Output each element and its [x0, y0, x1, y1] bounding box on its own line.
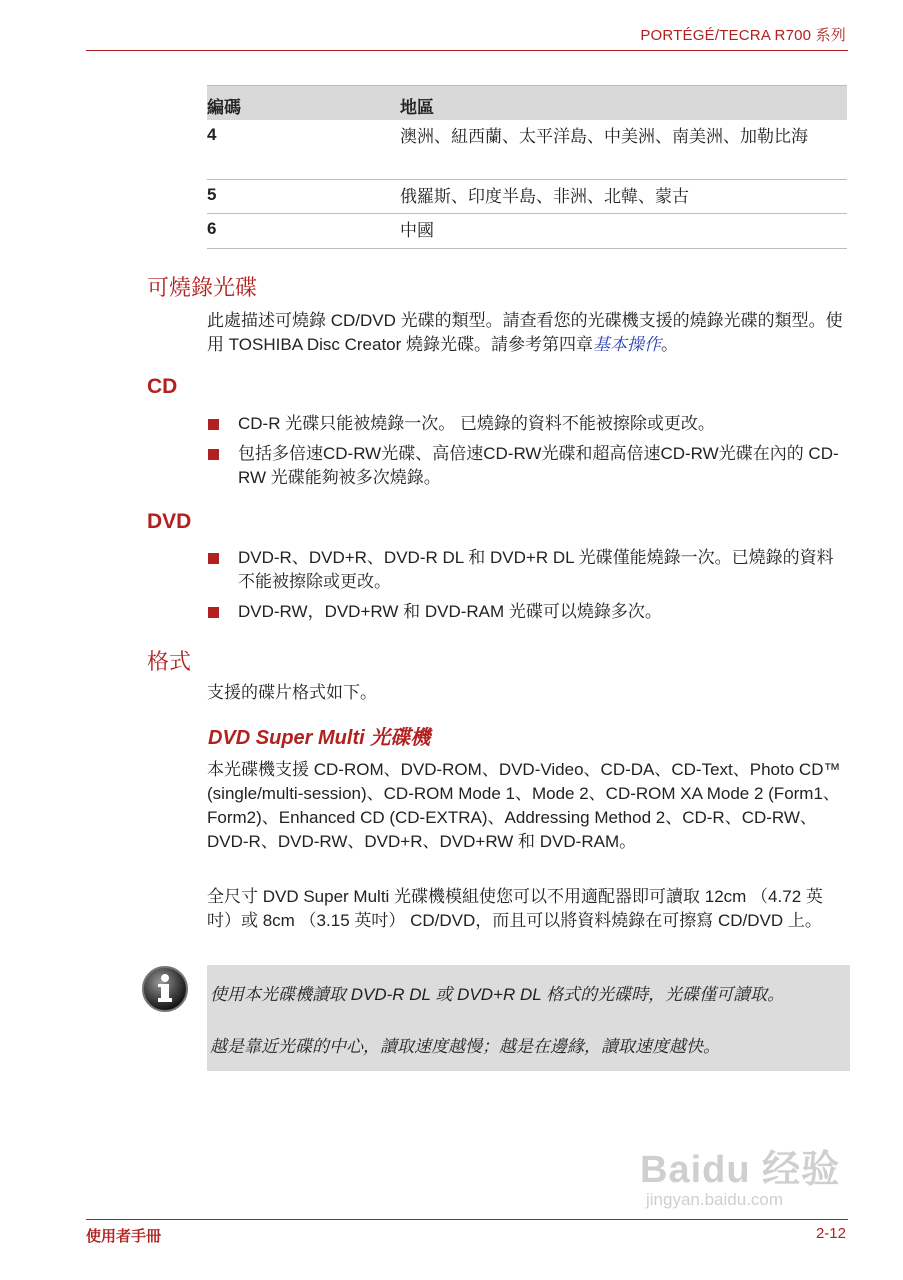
col-code-header: 編碼	[207, 98, 241, 117]
bullet-icon	[208, 553, 219, 564]
writable-intro-end: 。	[661, 335, 679, 354]
drive-heading: DVD Super Multi 光碟機	[208, 727, 431, 749]
watermark-url: jingyan.baidu.com	[646, 1190, 784, 1209]
basic-operation-link[interactable]: 基本操作	[593, 335, 662, 354]
header-title: PORTÉGÉ/TECRA R700 系列	[640, 27, 846, 44]
formats-para-2: 全尺寸 DVD Super Multi 光碟機模組使您可以不用適配器即可讀取 12cm （4.72 英吋）或 8cm （3.15 英吋） CD/DVD，而且可以將資料燒錄在可擦寫 CD/DVD 上。	[207, 887, 823, 930]
footer-title: 使用者手冊	[86, 1228, 162, 1245]
col-region-header: 地區	[400, 98, 434, 117]
dvd-bullet-2: DVD-RW，DVD+RW 和 DVD-RAM 光碟可以燒錄多次。	[238, 602, 662, 621]
cd-bullet-2: 包括多倍速CD-RW光碟、高倍速CD-RW光碟和超高倍速CD-RW光碟在內的 CD-RW 光碟能夠被多次燒錄。	[238, 444, 839, 487]
formats-para-1: 本光碟機支援 CD-ROM、DVD-ROM、DVD-Video、CD-DA、CD-Text、Photo CD™ (single/multi-session)、CD-ROM Mode 1、Mode 2、CD-ROM XA Mode 2 (Form1、Form2)、Enhanced CD (CD-EXTRA)、Addressing Method 2、CD-R、CD-RW、DVD-R、DVD-RW、DVD+R、DVD+RW 和 DVD-RAM。	[207, 760, 841, 851]
row-code: 6	[207, 219, 217, 238]
dvd-bullet-1: DVD-R、DVD+R、DVD-R DL 和 DVD+R DL 光碟僅能燒錄一次。已燒錄的資料不能被擦除或更改。	[238, 548, 834, 591]
formats-intro: 支援的碟片格式如下。	[207, 683, 377, 702]
info-icon	[141, 965, 189, 1013]
row-region: 中國	[400, 221, 434, 240]
table-row	[207, 120, 847, 180]
row-region: 澳洲、紐西蘭、太平洋島、中美洲、南美洲、加勒比海	[400, 127, 808, 146]
formats-heading: 格式	[147, 649, 192, 674]
note-line-2: 越是靠近光碟的中心，讀取速度越慢；越是在邊緣，讀取速度越快。	[210, 1037, 720, 1056]
footer-rule	[86, 1219, 848, 1220]
row-code: 5	[207, 185, 217, 204]
cd-bullet-1: CD-R 光碟只能被燒錄一次。 已燒錄的資料不能被擦除或更改。	[238, 414, 715, 433]
row-code: 4	[207, 125, 217, 144]
writable-intro-text: 此處描述可燒錄 CD/DVD 光碟的類型。請查看您的光碟機支援的燒錄光碟的類型。使用 TOSHIBA Disc Creator 燒錄光碟。請參考第四章	[207, 311, 843, 354]
bullet-icon	[208, 419, 219, 430]
region-table	[207, 85, 847, 249]
page-number: 2-12	[815, 1225, 846, 1242]
cd-heading: CD	[147, 375, 178, 398]
table-row	[207, 180, 847, 214]
bullet-icon	[208, 449, 219, 460]
writable-intro	[207, 309, 852, 357]
writable-heading: 可燒錄光碟	[147, 275, 258, 300]
watermark	[640, 1150, 840, 1210]
table-row	[207, 214, 847, 249]
watermark-brand: Baidu 经验	[640, 1149, 841, 1191]
note-line-1: 使用本光碟機讀取 DVD-R DL 或 DVD+R DL 格式的光碟時，光碟僅可讀取。	[210, 985, 785, 1004]
table-header	[207, 85, 847, 120]
bullet-icon	[208, 607, 219, 618]
dvd-heading: DVD	[147, 510, 192, 533]
header-rule	[86, 50, 848, 51]
row-region: 俄羅斯、印度半島、非洲、北韓、蒙古	[400, 187, 689, 206]
